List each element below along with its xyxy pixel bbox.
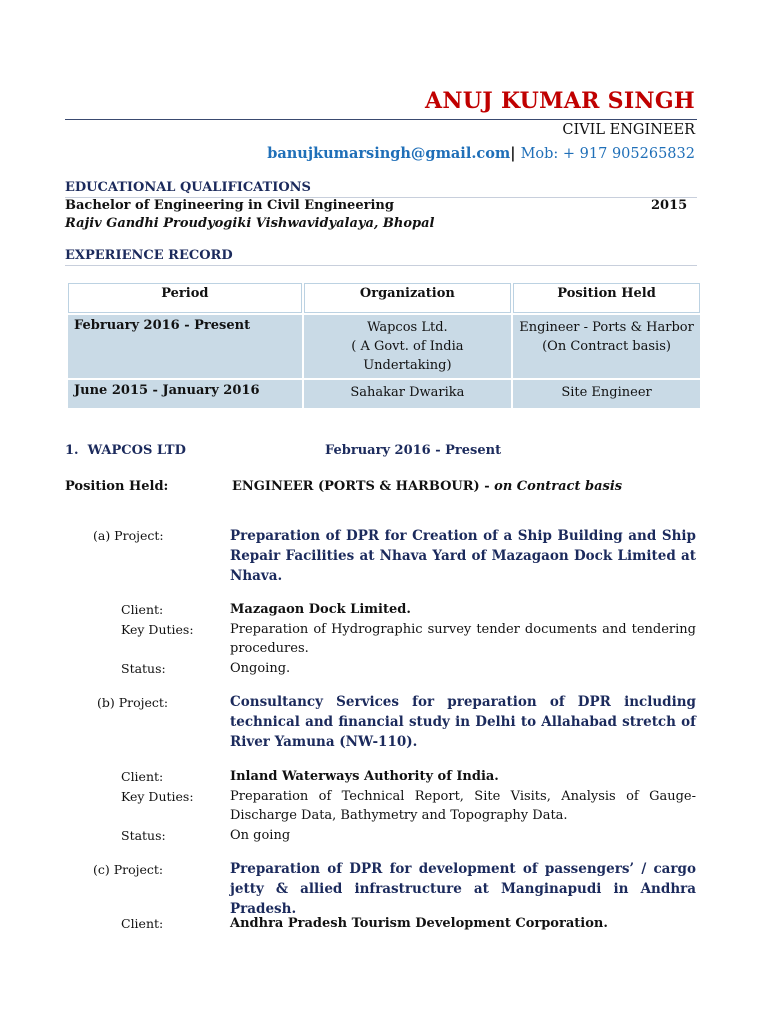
- experience-table: [66, 281, 702, 410]
- project-title: Consultancy Services for preparation of DPR including technical and financial study in Delhi to Allahabad stretch of River Yamuna (NW-110).: [230, 694, 696, 750]
- row-period: February 2016 - Present: [68, 315, 302, 378]
- status-value: Ongoing.: [230, 661, 291, 676]
- row-position: [513, 315, 700, 378]
- org-line: Undertaking): [363, 358, 452, 373]
- candidate-title: CIVIL ENGINEER: [562, 122, 695, 138]
- table-row: [68, 315, 700, 378]
- mobile-number: Mob: + 917 905265832: [520, 146, 695, 162]
- position-line: Engineer - Ports & Harbor: [519, 320, 694, 335]
- client-label: Client:: [121, 916, 164, 931]
- project-title: Preparation of DPR for development of passengers’ / cargo jetty & allied infrastructure at Manginapudi in Andhra Pradesh.: [230, 861, 696, 917]
- header-divider: [65, 119, 697, 120]
- duties-value: Preparation of Technical Report, Site Visits, Analysis of Gauge-Discharge Data, Bathymetry and Topography Data.: [230, 789, 696, 823]
- contact-line: [267, 145, 695, 162]
- graduation-year: 2015: [651, 198, 688, 213]
- job-dates: February 2016 - Present: [325, 443, 502, 458]
- org-line: Wapcos Ltd.: [367, 320, 448, 335]
- project-label: (b) Project:: [97, 695, 169, 710]
- client-value: Inland Waterways Authority of India.: [230, 769, 499, 784]
- client-label: Client:: [121, 602, 164, 617]
- status-label: Status:: [121, 828, 166, 843]
- status-value: On going: [230, 828, 291, 843]
- contact-separator: |: [510, 145, 516, 162]
- degree: Bachelor of Engineering in Civil Engineering: [65, 198, 394, 213]
- client-label: Client:: [121, 769, 164, 784]
- column-header-period: Period: [68, 283, 302, 313]
- position-note: on Contract basis: [494, 479, 623, 494]
- university: Rajiv Gandhi Proudyogiki Vishwavidyalaya, Bhopal: [65, 216, 435, 231]
- position-line: (On Contract basis): [542, 339, 671, 354]
- project-title: Preparation of DPR for Creation of a Ship Building and Ship Repair Facilities at Nhava Yard of Mazagaon Dock Limited at Nhava.: [230, 528, 696, 584]
- client-value: Andhra Pradesh Tourism Development Corporation.: [230, 916, 608, 931]
- position-value: [232, 479, 622, 494]
- education-heading: EDUCATIONAL QUALIFICATIONS: [65, 180, 311, 195]
- org-line: ( A Govt. of India: [351, 339, 464, 354]
- job-company: WAPCOS LTD: [87, 443, 186, 458]
- column-header-organization: Organization: [304, 283, 511, 313]
- row-period: June 2015 - January 2016: [68, 380, 302, 408]
- client-value: Mazagaon Dock Limited.: [230, 602, 411, 617]
- position-line: Site Engineer: [561, 385, 652, 400]
- row-organization: [304, 380, 511, 408]
- column-header-position: Position Held: [513, 283, 700, 313]
- job-heading: [65, 443, 186, 458]
- table-header-row: [68, 283, 700, 313]
- duties-label: Key Duties:: [121, 622, 194, 637]
- project-label: (c) Project:: [93, 862, 164, 877]
- candidate-name: ANUJ KUMAR SINGH: [425, 88, 695, 114]
- duties-value: Preparation of Hydrographic survey tender documents and tendering procedures.: [230, 622, 696, 656]
- email-link[interactable]: banujkumarsingh@gmail.com: [267, 145, 511, 162]
- job-number: 1.: [65, 443, 79, 458]
- table-row: [68, 380, 700, 408]
- project-label: (a) Project:: [93, 528, 164, 543]
- status-label: Status:: [121, 661, 166, 676]
- duties-label: Key Duties:: [121, 789, 194, 804]
- row-organization: [304, 315, 511, 378]
- row-position: [513, 380, 700, 408]
- position-label: Position Held:: [65, 479, 169, 494]
- org-line: Sahakar Dwarika: [350, 385, 465, 400]
- experience-divider: [65, 265, 697, 266]
- experience-heading: EXPERIENCE RECORD: [65, 248, 233, 263]
- position-text: ENGINEER (PORTS & HARBOUR) -: [232, 479, 490, 494]
